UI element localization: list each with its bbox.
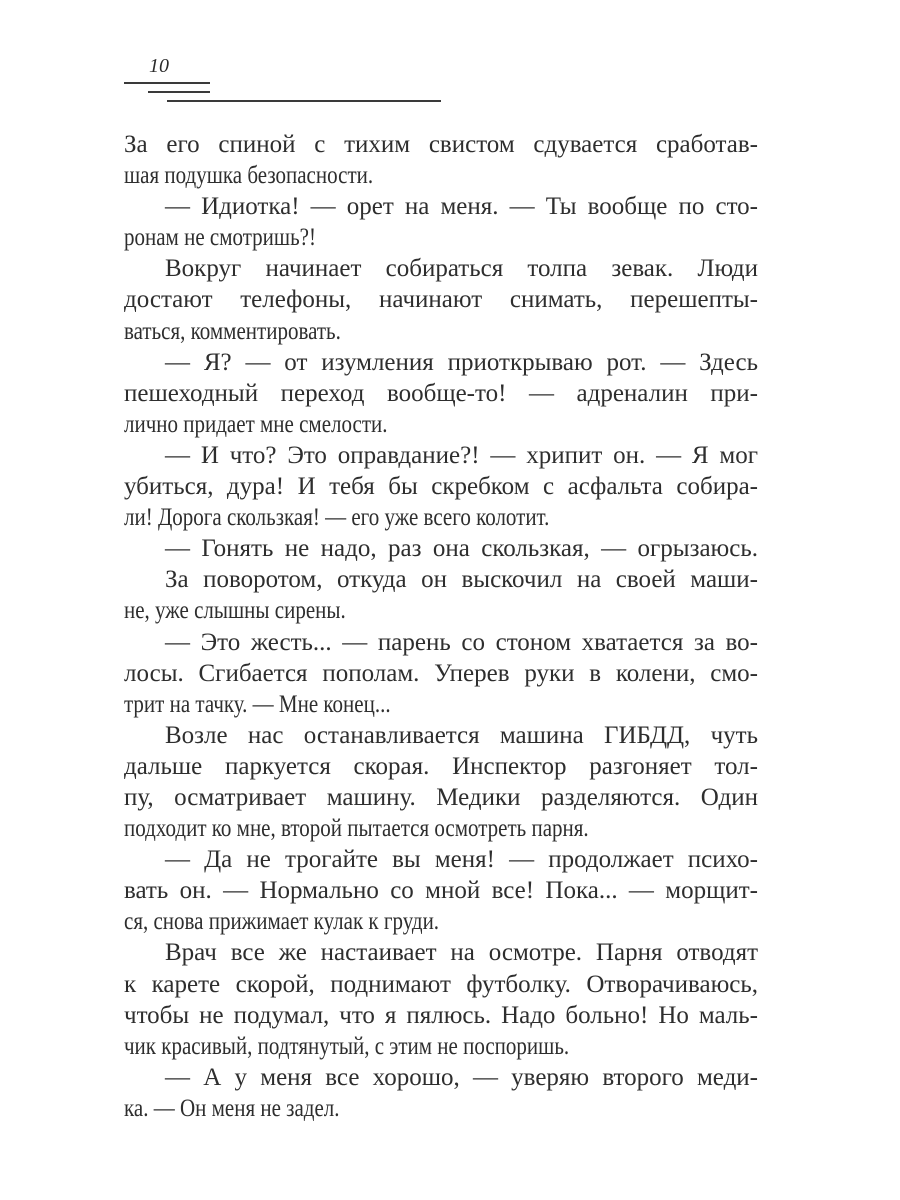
line-text: чтобы не подумал, что я пялюсь. Надо больно! Но маль-: [124, 1001, 758, 1029]
text-line: [124, 813, 758, 844]
text-line: [124, 875, 758, 906]
line-text: убиться, дура! И тебя бы скребком с асфальта собира-: [124, 473, 758, 501]
text-line: [124, 969, 758, 1000]
line-text: ли! Дорога скользкая! — его уже всего колотит.: [124, 504, 550, 532]
text-line: [124, 409, 758, 440]
line-text: трит на тачку. — Мне конец...: [124, 690, 391, 718]
text-line: [124, 937, 758, 968]
line-text: пу, осматривает машину. Медики разделяются. Один: [124, 783, 758, 811]
text-line: [124, 502, 758, 533]
line-text: дальше паркуется скорая. Инспектор разгоняет тол-: [124, 752, 758, 780]
text-line: [124, 253, 758, 284]
header-rule-middle: [148, 91, 210, 93]
line-text: — А у меня все хорошо, — уверяю второго меди-: [165, 1063, 758, 1091]
line-text: пешеходный переход вообще-то! — адреналин при-: [124, 379, 758, 407]
text-line: [124, 689, 758, 720]
text-line: [124, 595, 758, 626]
header-rule-bottom: [167, 100, 441, 102]
text-line: [124, 564, 758, 595]
line-text: — Это жесть... — парень со стоном хватается за во-: [165, 628, 758, 656]
line-text: За поворотом, откуда он выскочил на своей маши-: [165, 566, 758, 594]
body-text: [124, 129, 758, 1124]
line-text: шая подушка безопасности.: [124, 162, 374, 190]
line-text: ваться, комментировать.: [124, 317, 341, 345]
line-text: подходит ко мне, второй пытается осмотреть парня.: [124, 815, 589, 843]
line-text: Врач все же настаивает на осмотре. Парня отводят: [165, 939, 758, 967]
line-text: чик красивый, подтянутый, с этим не поспоришь.: [124, 1032, 570, 1060]
text-line: [124, 160, 758, 191]
line-text: — Гонять не надо, раз она скользкая, — огрызаюсь.: [165, 535, 758, 563]
line-text: — Да не трогайте вы меня! — продолжает психо-: [165, 846, 758, 874]
text-line: [124, 1093, 758, 1124]
text-line: [124, 1062, 758, 1093]
text-line: [124, 627, 758, 658]
line-text: вать он. — Нормально со мной все! Пока... — морщит-: [124, 877, 758, 905]
text-line: [124, 222, 758, 253]
text-line: [124, 191, 758, 222]
text-line: [124, 316, 758, 347]
line-text: достают телефоны, начинают снимать, перешепты-: [124, 286, 758, 314]
line-text: Возле нас останавливается машина ГИБДД, чуть: [165, 721, 758, 749]
line-text: Вокруг начинает собираться толпа зевак. Люди: [165, 255, 758, 283]
text-line: [124, 782, 758, 813]
text-line: [124, 751, 758, 782]
text-line: [124, 844, 758, 875]
line-text: ся, снова прижимает кулак к груди.: [124, 908, 440, 936]
line-text: не, уже слышны сирены.: [124, 597, 346, 625]
text-line: [124, 284, 758, 315]
line-text: лично придает мне смелости.: [124, 410, 388, 438]
text-line: [124, 658, 758, 689]
text-line: [124, 1031, 758, 1062]
text-line: [124, 347, 758, 378]
line-text: — Я? — от изумления приоткрываю рот. — Здесь: [165, 348, 758, 376]
line-text: — И что? Это оправдание?! — хрипит он. — Я мог: [165, 441, 758, 469]
text-line: [124, 906, 758, 937]
line-text: ронам не смотришь?!: [124, 224, 316, 252]
page-number: 10: [149, 55, 169, 77]
line-text: к карете скорой, поднимают футболку. Отворачиваюсь,: [124, 970, 758, 998]
text-line: [124, 129, 758, 160]
text-line: [124, 533, 758, 564]
line-text: ка. — Он меня не задел.: [124, 1094, 340, 1122]
line-text: За его спиной с тихим свистом сдувается сработав-: [124, 131, 758, 158]
text-line: [124, 1000, 758, 1031]
header-rule-top: [124, 82, 210, 84]
text-line: [124, 720, 758, 751]
line-text: — Идиотка! — орет на меня. — Ты вообще по сто-: [165, 193, 758, 221]
text-line: [124, 378, 758, 409]
line-text: лосы. Сгибается пополам. Уперев руки в колени, смо-: [124, 659, 758, 687]
text-line: [124, 440, 758, 471]
text-line: [124, 471, 758, 502]
